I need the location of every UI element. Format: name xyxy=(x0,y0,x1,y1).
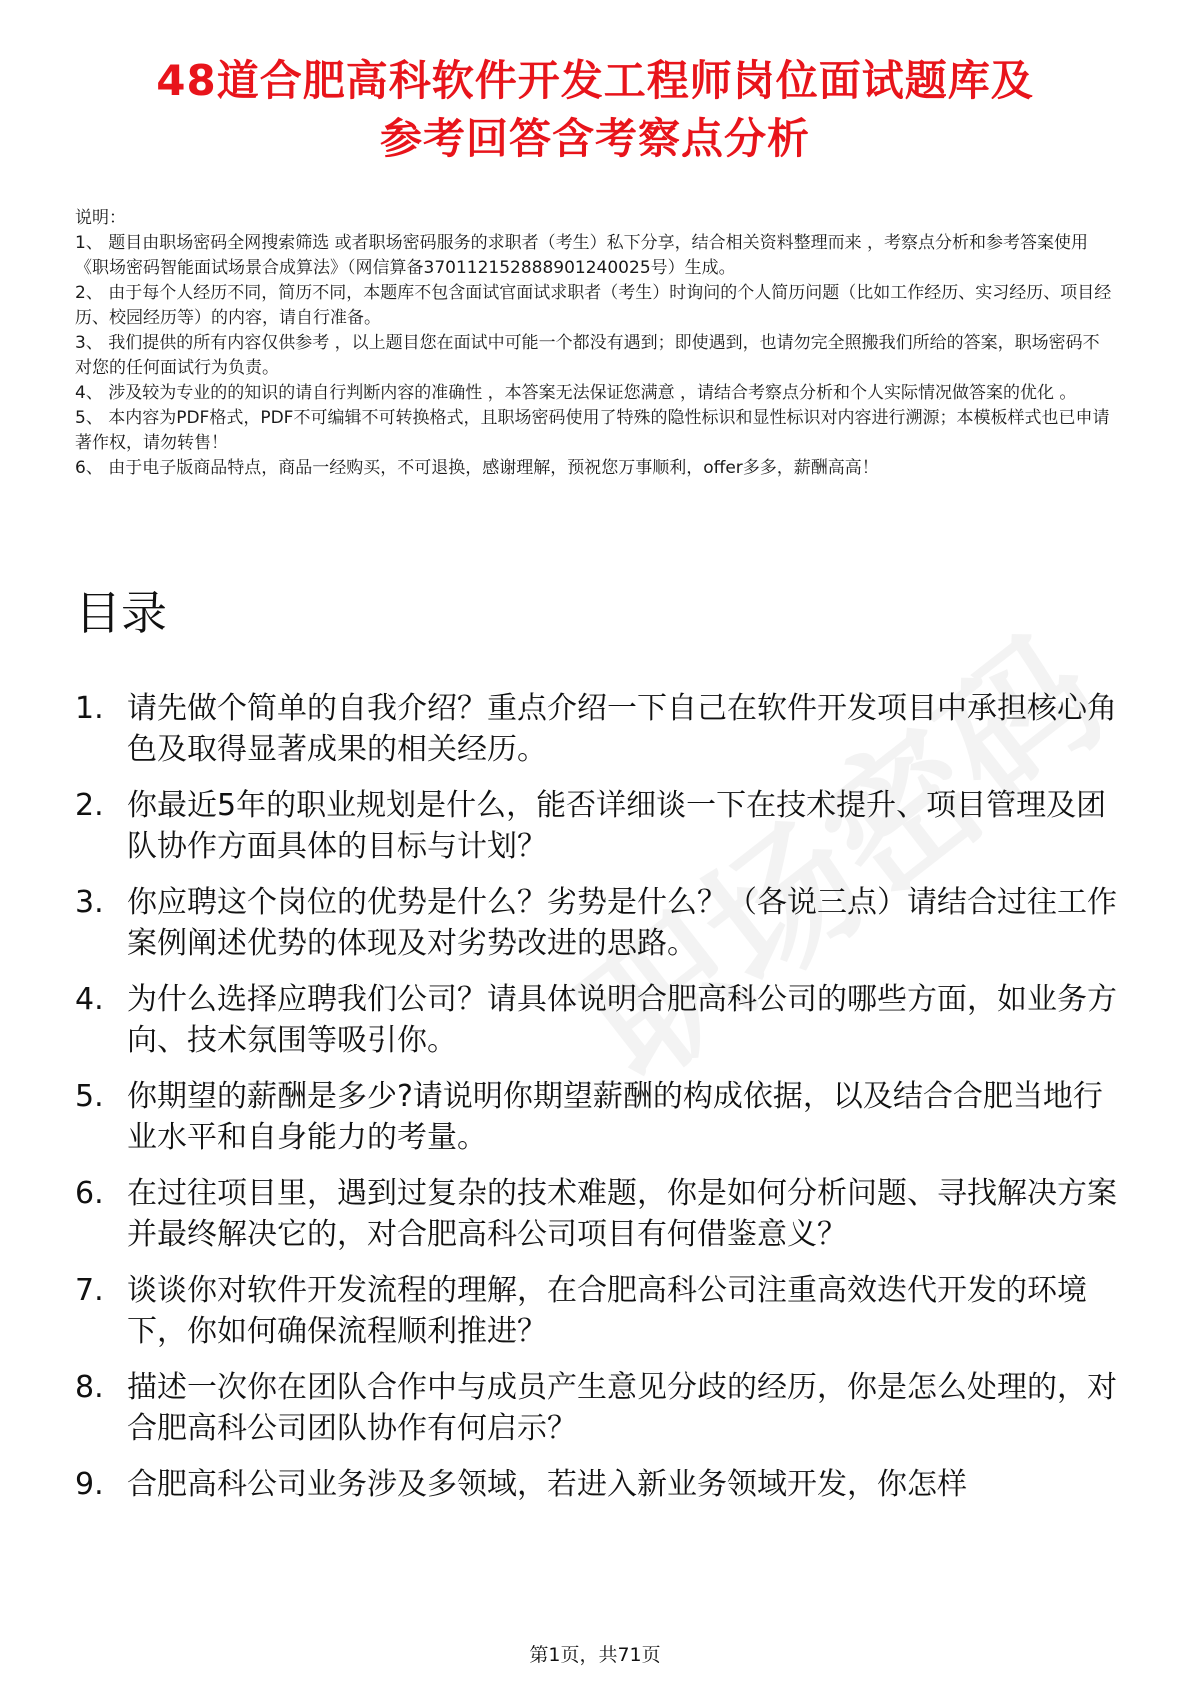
document-title xyxy=(60,52,1130,168)
toc-item[interactable] xyxy=(75,1076,1130,1158)
toc-item[interactable] xyxy=(75,882,1130,964)
toc-item-number: 8. xyxy=(75,1370,104,1405)
toc-item-number: 1. xyxy=(75,691,104,726)
toc-item-number: 7. xyxy=(75,1273,104,1308)
toc-item[interactable] xyxy=(75,688,1130,770)
title-line-2: 参考回答含考察点分析 xyxy=(379,114,810,163)
toc-item[interactable] xyxy=(75,1367,1130,1449)
notes-section xyxy=(75,206,1115,481)
toc-item-number: 9. xyxy=(75,1467,104,1502)
toc-item-text: 在过往项目里，遇到过复杂的技术难题，你是如何分析问题、寻找解决方案并最终解决它的，对合肥高科公司项目有何借鉴意义？ xyxy=(127,1176,1117,1252)
toc-item[interactable] xyxy=(75,1173,1130,1255)
note-item: 2、 由于每个人经历不同，简历不同，本题库不包含面试官面试求职者（考生）时询问的个人简历问题（比如工作经历、实习经历、项目经历、校园经历等）的内容，请自行准备。 xyxy=(75,283,1112,328)
note-item: 5、 本内容为PDF格式，PDF不可编辑不可转换格式，且职场密码使用了特殊的隐性标识和显性标识对内容进行溯源；本模板样式也已申请著作权，请勿转售！ xyxy=(75,408,1110,453)
note-item: 4、 涉及较为专业的的知识的请自行判断内容的准确性 ，本答案无法保证您满意 ，请结合考察点分析和个人实际情况做答案的优化 。 xyxy=(75,383,1077,403)
toc-item-text: 为什么选择应聘我们公司？请具体说明合肥高科公司的哪些方面，如业务方向、技术氛围等吸引你。 xyxy=(127,982,1117,1058)
toc-heading: 目录 xyxy=(75,586,167,640)
toc-item[interactable] xyxy=(75,1270,1130,1352)
toc-item-text: 你应聘这个岗位的优势是什么？劣势是什么？（各说三点）请结合过往工作案例阐述优势的体现及对劣势改进的思路。 xyxy=(127,885,1117,961)
toc-item-text: 请先做个简单的自我介绍？重点介绍一下自己在软件开发项目中承担核心角色及取得显著成果的相关经历。 xyxy=(127,691,1117,767)
toc-list xyxy=(75,688,1130,1520)
toc-item-text: 合肥高科公司业务涉及多领域，若进入新业务领域开发，你怎样 xyxy=(127,1467,967,1502)
toc-item-number: 4. xyxy=(75,982,104,1017)
toc-item[interactable] xyxy=(75,979,1130,1061)
toc-item-text: 你最近5年的职业规划是什么，能否详细谈一下在技术提升、项目管理及团队协作方面具体的目标与计划？ xyxy=(127,788,1107,864)
note-item: 1、 题目由职场密码全网搜索筛选 或者职场密码服务的求职者（考生）私下分享，结合相关资料整理而来 ，考察点分析和参考答案使用《职场密码智能面试场景合成算法》（网信算备370112152888901240025号）生成。 xyxy=(75,233,1089,278)
toc-item-number: 5. xyxy=(75,1079,104,1114)
toc-item-number: 6. xyxy=(75,1176,104,1211)
toc-item[interactable] xyxy=(75,785,1130,867)
title-line-1: 48道合肥高科软件开发工程师岗位面试题库及 xyxy=(156,56,1034,105)
toc-item-text: 描述一次你在团队合作中与成员产生意见分歧的经历，你是怎么处理的，对合肥高科公司团队协作有何启示？ xyxy=(127,1370,1117,1446)
page-footer: 第1页，共71页 xyxy=(529,1644,661,1666)
toc-item[interactable] xyxy=(75,1464,1130,1505)
note-item: 3、 我们提供的所有内容仅供参考 ，以上题目您在面试中可能一个都没有遇到；即使遇到，也请勿完全照搬我们所给的答案，职场密码不对您的任何面试行为负责。 xyxy=(75,333,1100,378)
notes-heading: 说明： xyxy=(75,208,126,228)
toc-item-text: 你期望的薪酬是多少?请说明你期望薪酬的构成依据，以及结合合肥当地行业水平和自身能力的考量。 xyxy=(127,1079,1103,1155)
toc-item-text: 谈谈你对软件开发流程的理解，在合肥高科公司注重高效迭代开发的环境下，你如何确保流程顺利推进？ xyxy=(127,1273,1087,1349)
toc-item-number: 2. xyxy=(75,788,104,823)
note-item: 6、 由于电子版商品特点，商品一经购买，不可退换，感谢理解，预祝您万事顺利，offer多多，薪酬高高！ xyxy=(75,458,879,478)
toc-item-number: 3. xyxy=(75,885,104,920)
